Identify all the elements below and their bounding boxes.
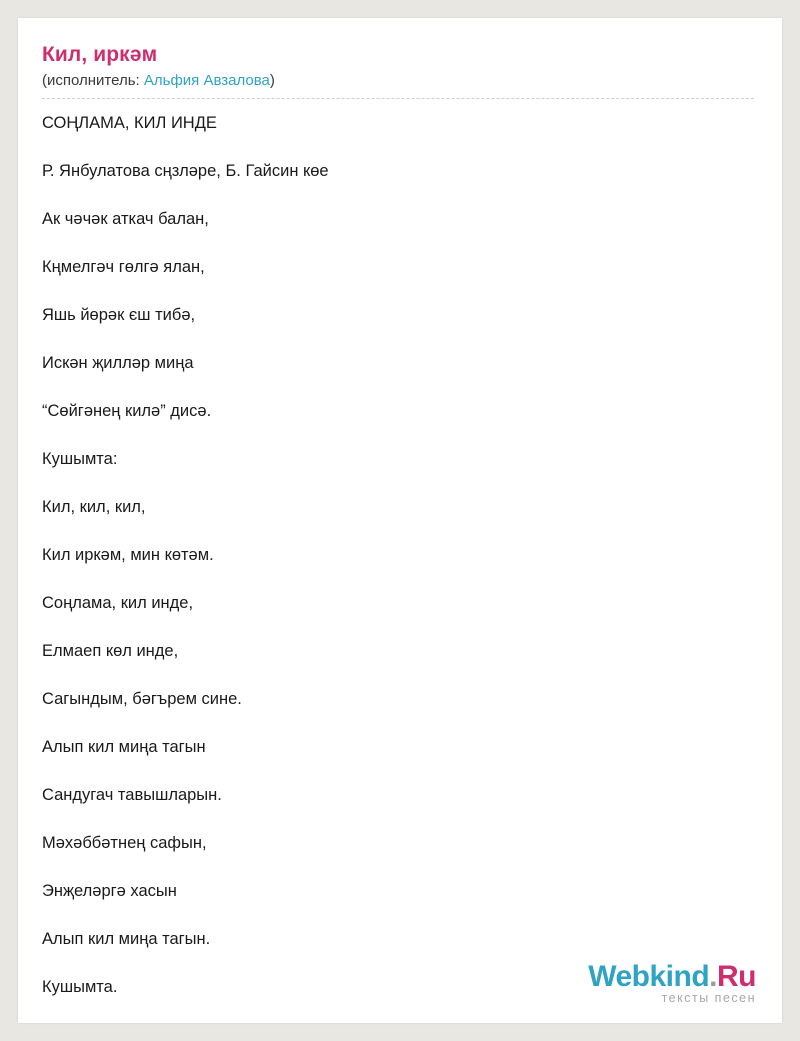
- lyric-line: Мәхәббәтнең сафын,: [42, 834, 207, 852]
- lyric-line: Кушымта:: [42, 450, 118, 468]
- performer-line: [42, 72, 754, 99]
- watermark-kind-text: kind: [649, 960, 710, 993]
- lyric-line: Яшь йөрәк єш тибә,: [42, 306, 196, 324]
- lyric-line: СОҢЛАМА, КИЛ ИНДЕ: [42, 114, 217, 132]
- watermark-dot: .: [709, 960, 717, 993]
- lyric-line: Искән җилләр миңа: [42, 354, 194, 372]
- page-content: [18, 18, 782, 997]
- lyric-line: Кңмелгәч гөлгә ялан,: [42, 258, 205, 276]
- watermark-ru-text: Ru: [717, 960, 756, 993]
- lyric-line: Елмаеп көл инде,: [42, 642, 179, 660]
- performer-link[interactable]: Альфия Авзалова: [143, 72, 270, 89]
- lyric-line: Алып кил миңа тагын.: [42, 930, 211, 948]
- watermark-subtitle: тексты песен: [661, 991, 756, 1005]
- site-watermark: [588, 961, 756, 1005]
- page-title: Кил, иркәм: [42, 43, 158, 66]
- lyric-line: Соңлама, кил инде,: [42, 594, 194, 612]
- lyric-line: “Сөйгәнең килә” дисә.: [42, 402, 212, 420]
- lyric-line: Кушымта.: [42, 978, 118, 996]
- lyric-line: Сагындым, бәгърем сине.: [42, 690, 242, 708]
- lyrics-body: [42, 113, 754, 997]
- lyric-line: Кил, кил, кил,: [42, 498, 146, 516]
- lyric-line: Ак чәчәк аткач балан,: [42, 210, 209, 228]
- lyric-line: Алып кил миңа тагын: [42, 738, 206, 756]
- lyric-line: Кил иркәм, мин көтәм.: [42, 546, 214, 564]
- lyric-line: Р. Янбулатова сңзләре, Б. Гайсин көе: [42, 162, 329, 180]
- watermark-web-text: Web: [588, 960, 650, 993]
- lyric-line: Энҗеләргә хасын: [42, 882, 177, 900]
- watermark-logo: [588, 961, 756, 993]
- document-page: [18, 18, 782, 1023]
- performer-suffix-label: ): [269, 72, 275, 89]
- lyric-line: Сандугач тавышларын.: [42, 786, 222, 804]
- performer-prefix-label: (исполнитель:: [42, 72, 144, 89]
